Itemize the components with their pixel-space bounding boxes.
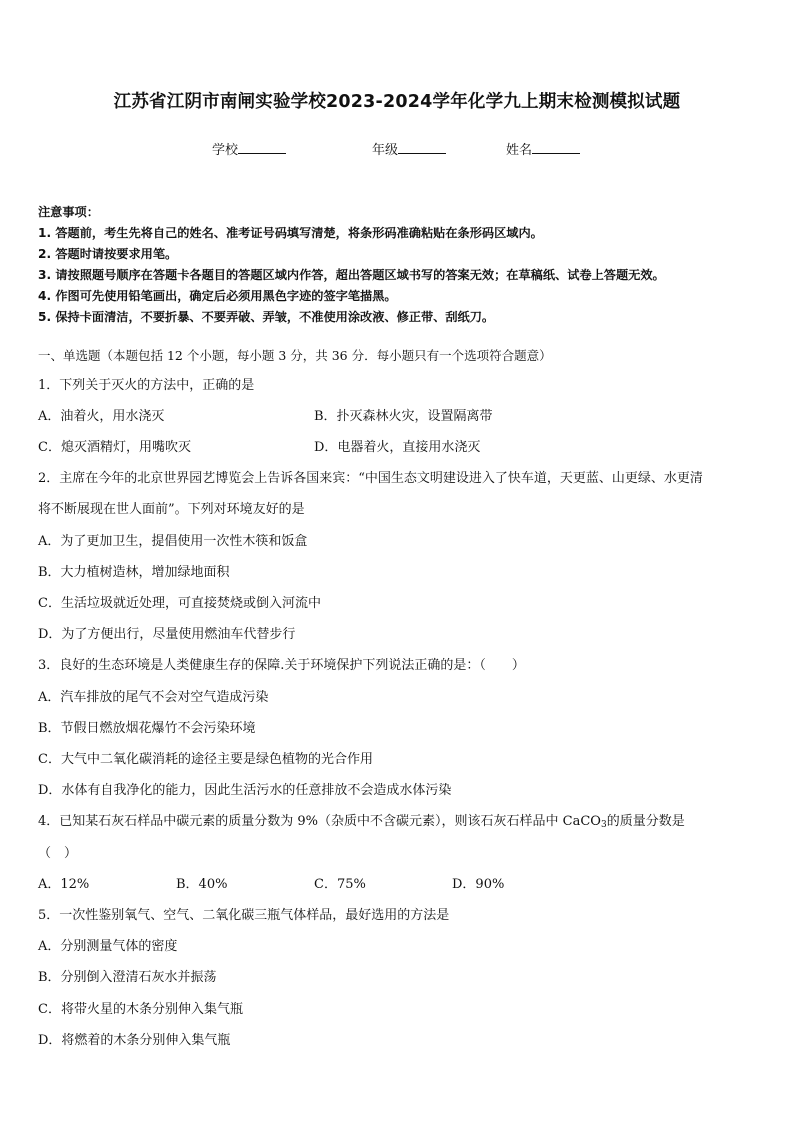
question-4-option-c[interactable]: C．75% [314, 877, 366, 892]
question-5-option-c[interactable]: C．将带火星的木条分别伸入集气瓶 [38, 1002, 243, 1017]
question-5-option-a[interactable]: A．分别测量气体的密度 [38, 939, 178, 954]
note-item: 1. 答题前，考生先将自己的姓名、准考证号码填写清楚，将条形码准确粘贴在条形码区域内。 [38, 226, 543, 240]
name-blank[interactable] [532, 141, 580, 154]
question-1-option-b[interactable]: B．扑灭森林火灾，设置隔离带 [314, 409, 493, 424]
school-blank[interactable] [238, 141, 286, 154]
question-2-option-a[interactable]: A．为了更加卫生，提倡使用一次性木筷和饭盒 [38, 534, 308, 549]
question-4-stem-line1 [38, 810, 685, 830]
question-2-option-d[interactable]: D．为了方便出行，尽量使用燃油车代替步行 [38, 627, 296, 642]
question-4-stem-tail: 的质量分数是 [606, 814, 685, 829]
question-2-stem-line2: 将不断展现在世人面前”。下列对环境友好的是 [38, 502, 305, 517]
question-1-option-c[interactable]: C．熄灭酒精灯，用嘴吹灭 [38, 440, 191, 455]
question-2-option-b[interactable]: B．大力植树造林，增加绿地面积 [38, 565, 230, 580]
question-4-option-d[interactable]: D．90% [452, 877, 505, 892]
question-4-stem-line2: （ ） [38, 846, 78, 861]
name-field[interactable] [506, 139, 580, 158]
notes-block [38, 202, 665, 328]
question-1-option-a[interactable]: A．油着火，用水浇灭 [38, 409, 165, 424]
section-title: 一、单选题（本题包括 12 个小题，每小题 3 分，共 36 分．每小题只有一个选项符合题意） [38, 348, 552, 363]
school-field[interactable] [212, 139, 286, 158]
note-item: 4. 作图可先使用铅笔画出，确定后必须用黑色字迹的签字笔描黑。 [38, 289, 397, 303]
question-5-option-d[interactable]: D．将燃着的木条分别伸入集气瓶 [38, 1033, 231, 1048]
grade-blank[interactable] [398, 141, 446, 154]
notes-heading: 注意事项： [38, 205, 99, 219]
question-5-option-b[interactable]: B．分别倒入澄清石灰水并振荡 [38, 970, 217, 985]
question-3-stem: 3．良好的生态环境是人类健康生存的保障.关于环境保护下列说法正确的是：（ ） [38, 658, 525, 673]
question-5-stem: 5．一次性鉴别氧气、空气、二氧化碳三瓶气体样品，最好选用的方法是 [38, 908, 450, 923]
question-3-option-b[interactable]: B．节假日燃放烟花爆竹不会污染环境 [38, 721, 256, 736]
question-4-option-b[interactable]: B．40% [176, 877, 228, 892]
question-4-subscript: 3 [600, 820, 607, 830]
page-title: 江苏省江阴市南闸实验学校2023-2024学年化学九上期末检测模拟试题 [113, 92, 681, 112]
question-4-option-a[interactable]: A．12% [38, 877, 90, 892]
question-1-option-d[interactable]: D．电器着火，直接用水浇灭 [314, 440, 481, 455]
question-2-option-c[interactable]: C．生活垃圾就近处理，可直接焚烧或倒入河流中 [38, 596, 321, 611]
note-item: 5. 保持卡面清洁，不要折暴、不要弄破、弄皱，不准使用涂改液、修正带、刮纸刀。 [38, 310, 495, 324]
school-label: 学校 [212, 143, 239, 158]
grade-label: 年级 [372, 143, 399, 158]
question-3-option-a[interactable]: A．汽车排放的尾气不会对空气造成污染 [38, 690, 269, 705]
grade-field[interactable] [372, 139, 446, 158]
name-label: 姓名 [506, 143, 533, 158]
question-1-stem: 1．下列关于灭火的方法中，正确的是 [38, 378, 255, 393]
question-2-stem-line1: 2．主席在今年的北京世界园艺博览会上告诉各国来宾：“中国生态文明建设进入了快车道，天更蓝、山更绿、水更清 [38, 471, 703, 486]
note-item: 2. 答题时请按要求用笔。 [38, 247, 178, 261]
question-3-option-c[interactable]: C．大气中二氧化碳消耗的途径主要是绿色植物的光合作用 [38, 752, 373, 767]
question-3-option-d[interactable]: D．水体有自我净化的能力，因此生活污水的任意排放不会造成水体污染 [38, 783, 452, 798]
note-item: 3. 请按照题号顺序在答题卡各题目的答题区域内作答，超出答题区域书写的答案无效；在草稿纸、试卷上答题无效。 [38, 268, 665, 282]
question-4-stem-text: 4．已知某石灰石样品中碳元素的质量分数为 9%（杂质中不含碳元素），则该石灰石样品中 CaCO [38, 814, 601, 829]
